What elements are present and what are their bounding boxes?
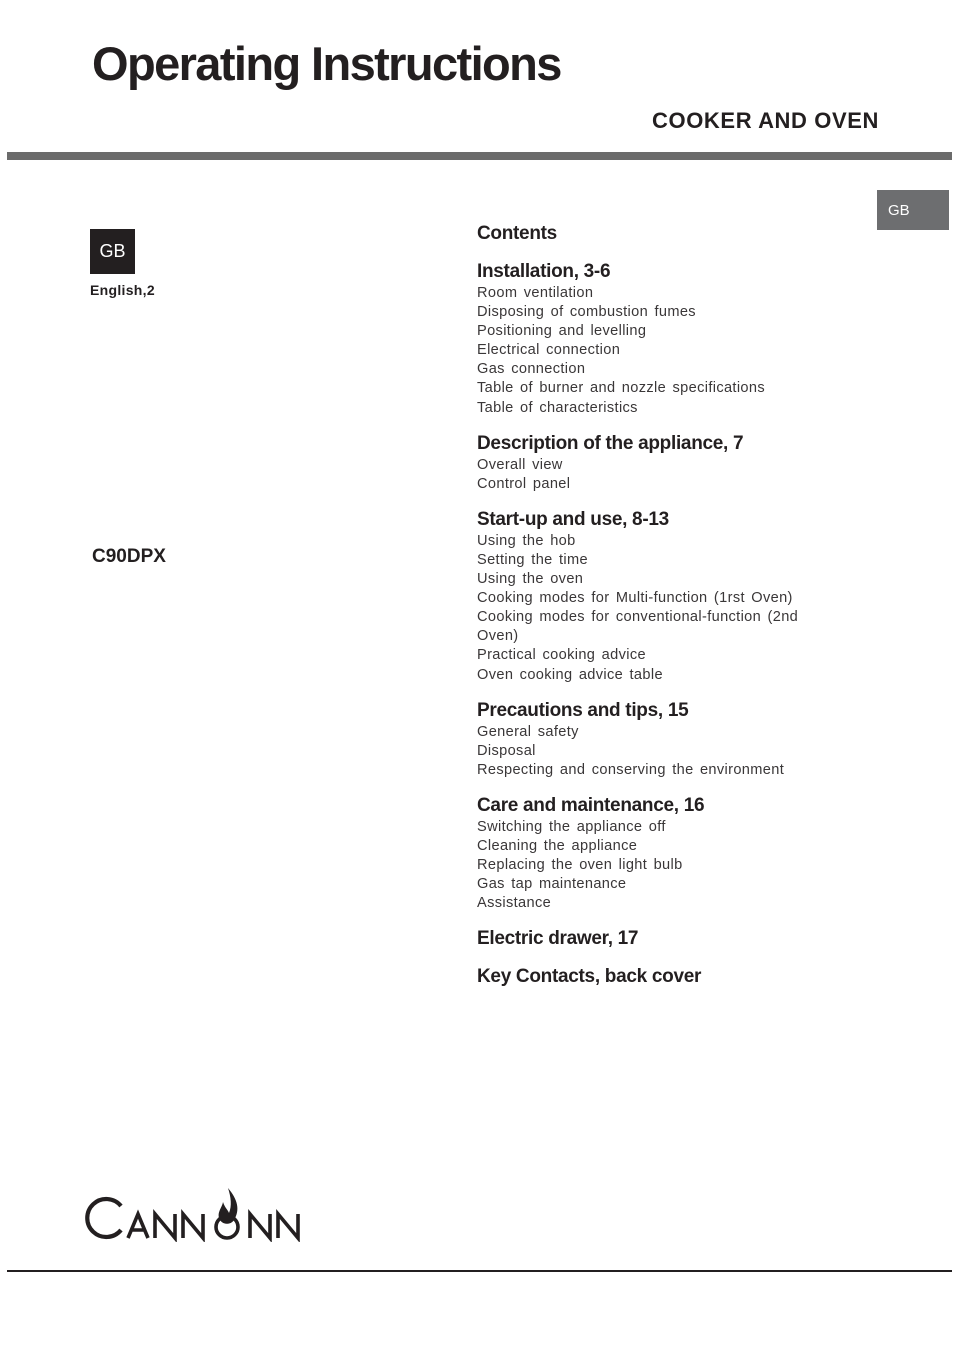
- section-item: Assistance: [477, 895, 552, 912]
- section-title: Description of the appliance, 7: [477, 432, 744, 454]
- section-item: Practical cooking advice: [477, 647, 646, 664]
- section-item: Electrical connection: [477, 342, 621, 359]
- table-of-contents: [477, 222, 817, 1003]
- section-item: Oven cooking advice table: [477, 666, 663, 683]
- section-item-list: [477, 456, 817, 494]
- contents-section: [477, 965, 817, 989]
- contents-section: [477, 927, 817, 951]
- contents-section: [477, 260, 817, 418]
- flame-icon: [216, 1188, 238, 1238]
- section-item-list: [477, 284, 817, 418]
- section-title: Precautions and tips, 15: [477, 699, 689, 721]
- section-item: Overall view: [477, 456, 563, 473]
- section-item: Gas tap maintenance: [477, 876, 627, 893]
- section-item-list: [477, 532, 817, 685]
- section-item: Respecting and conserving the environment: [477, 761, 785, 778]
- section-item: Cleaning the appliance: [477, 837, 638, 854]
- contents-section: [477, 508, 817, 685]
- section-item: Using the hob: [477, 532, 576, 549]
- section-item: Cooking modes for Multi-function (1rst Oven): [477, 590, 793, 607]
- section-item: Table of burner and nozzle specifications: [477, 380, 766, 397]
- page-title: Operating Instructions: [92, 37, 561, 90]
- section-item: Switching the appliance off: [477, 818, 666, 835]
- language-page-label: English,2: [90, 282, 155, 298]
- contents-sections: [477, 260, 817, 989]
- cannon-logo: [80, 1186, 310, 1242]
- section-title: Electric drawer, 17: [477, 928, 639, 950]
- section-item: Positioning and levelling: [477, 323, 647, 340]
- section-item: Using the oven: [477, 571, 584, 588]
- contents-section: [477, 794, 817, 913]
- section-title: Installation, 3-6: [477, 261, 611, 282]
- section-item: Room ventilation: [477, 285, 594, 301]
- language-tab: GB: [877, 190, 949, 230]
- section-item: Disposal: [477, 742, 536, 759]
- contents-section: [477, 432, 817, 494]
- section-item: Control panel: [477, 475, 571, 492]
- section-item: Replacing the oven light bulb: [477, 857, 683, 874]
- document-subtitle: COOKER AND OVEN: [652, 108, 879, 133]
- header-divider-bar: [7, 152, 952, 160]
- section-title: Start-up and use, 8-13: [477, 508, 669, 530]
- section-item: General safety: [477, 723, 579, 740]
- footer-divider-line: [7, 1270, 952, 1272]
- section-item: Gas connection: [477, 361, 586, 378]
- section-item: Cooking modes for conventional-function (2nd Oven): [477, 609, 799, 645]
- section-item: Setting the time: [477, 551, 589, 568]
- contents-heading: Contents: [477, 223, 557, 244]
- language-code-badge: GB: [90, 229, 135, 274]
- section-item-list: [477, 723, 817, 780]
- section-title: Key Contacts, back cover: [477, 966, 702, 988]
- section-item: Disposing of combustion fumes: [477, 304, 696, 321]
- section-item: Table of characteristics: [477, 399, 638, 416]
- section-item-list: [477, 818, 817, 913]
- section-title: Care and maintenance, 16: [477, 794, 705, 816]
- contents-section: [477, 699, 817, 780]
- model-number: C90DPX: [92, 546, 166, 567]
